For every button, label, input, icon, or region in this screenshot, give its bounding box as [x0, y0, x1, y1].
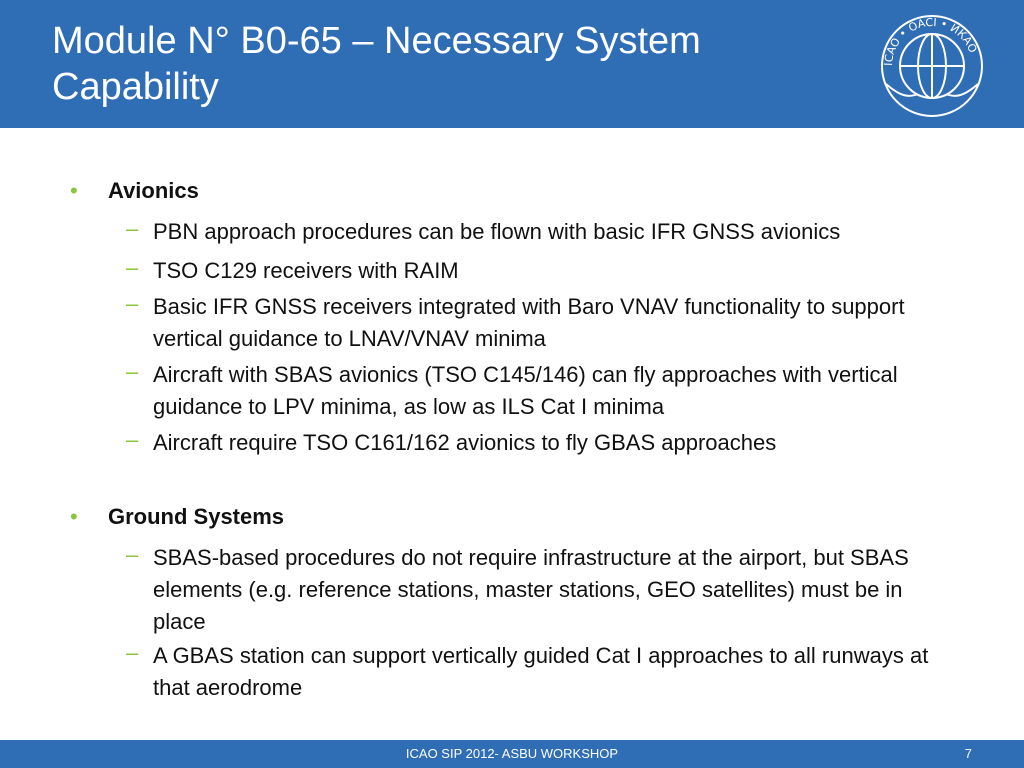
- list-item-text: A GBAS station can support vertically guided Cat I approaches to all runways at that aerodrome: [153, 643, 929, 700]
- list-item-text: PBN approach procedures can be flown with basic IFR GNSS avionics: [153, 219, 841, 244]
- list-item-text: SBAS-based procedures do not require infrastructure at the airport, but SBAS elements (e.g. reference stations, master stations, GEO satellites) must be in place: [153, 545, 909, 634]
- logo-text: ICAO • OACI • ИКАО: [881, 15, 980, 67]
- icao-logo: [872, 6, 992, 126]
- dash-icon: –: [126, 542, 139, 567]
- dash-icon: –: [126, 640, 139, 665]
- dash-icon: –: [126, 359, 139, 384]
- list-item-text: TSO C129 receivers with RAIM: [153, 258, 459, 283]
- section-heading: Ground Systems: [108, 504, 285, 529]
- slide-footer: [0, 740, 1024, 768]
- bullet-icon: •: [70, 178, 78, 203]
- list-item-text: Aircraft require TSO C161/162 avionics to fly GBAS approaches: [153, 430, 777, 455]
- list-item-text: Basic IFR GNSS receivers integrated with Baro VNAV functionality to support vertical guidance to LNAV/VNAV minima: [153, 294, 905, 351]
- section-heading: Avionics: [108, 178, 199, 203]
- page-number: 7: [964, 746, 972, 761]
- slide-header: [0, 0, 1024, 128]
- dash-icon: –: [126, 216, 139, 241]
- footer-text: ICAO SIP 2012- ASBU WORKSHOP: [405, 746, 619, 761]
- slide-title: Module N° B0-65 – Necessary System Capability: [52, 20, 701, 108]
- list-item-text: Aircraft with SBAS avionics (TSO C145/146) can fly approaches with vertical guidance to LPV minima, as low as ILS Cat I minima: [153, 362, 898, 419]
- dash-icon: –: [126, 427, 139, 452]
- dash-icon: –: [126, 255, 139, 280]
- bullet-icon: •: [70, 504, 78, 529]
- dash-icon: –: [126, 291, 139, 316]
